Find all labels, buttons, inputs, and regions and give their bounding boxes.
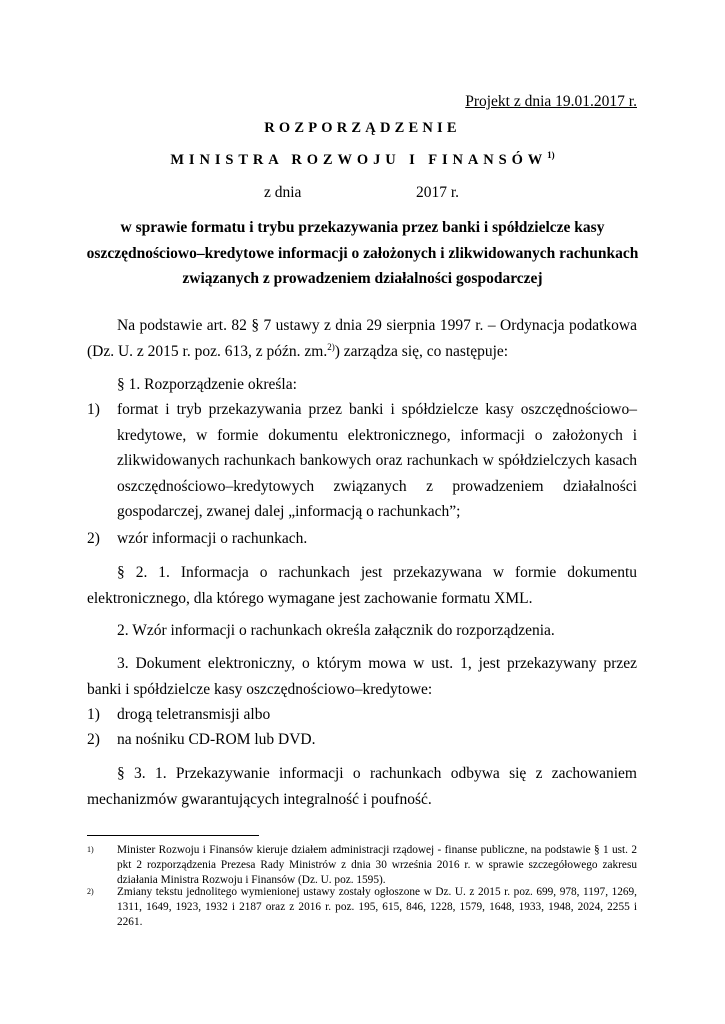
regulation-subject: w sprawie formatu i trybu przekazywania przez banki i spółdzielcze kasy oszczędnościowo–kredytowe informacji o założonych i zlikwidowanych rachunkach związanych z prowadzeniem działalności gospodarczej — [86, 219, 639, 287]
preamble-paragraph — [87, 313, 637, 364]
section-2-paragraph-1: § 2. 1. Informacja o rachunkach jest przekazywana w formie dokumentu elektronicznego, dla którego wymagane jest zachowanie formatu XML. — [87, 564, 637, 607]
preamble-text: Na podstawie art. 82 § 7 ustawy z dnia 29 sierpnia 1997 r. – Ordynacja podatkowa (Dz. U. z 2015 r. poz. 613, z późn. zm. — [87, 317, 637, 360]
preamble-text-end: ) zarządza się, co następuje: — [334, 342, 509, 360]
list-item-text: format i tryb przekazywania przez banki i spółdzielcze kasy oszczędnościowo–kredytowe, w formie dokumentu elektronicznego, informacji o założonych i zlikwidowanych rachunkach bankowych oraz rachunkach w spółdzielczych kasach oszczędnościowo–kredytowych związanych z prowadzeniem działalności gospodarczej, zwanej dalej „informacją o rachunkach”; — [117, 401, 637, 520]
footnote-mark: 2) — [87, 887, 94, 896]
date-year: 2017 r. — [416, 184, 460, 201]
issuing-authority — [0, 150, 725, 169]
footnote-ref-1: 1) — [547, 150, 555, 160]
section-1-intro: § 1. Rozporządzenie określa: — [117, 376, 297, 393]
document-title: ROZPORZĄDZENIE — [264, 120, 461, 136]
list-item-number: 1) — [87, 401, 100, 418]
footnote-separator — [87, 835, 259, 836]
issuing-authority-text: MINISTRA ROZWOJU I FINANSÓW — [170, 151, 548, 168]
list-item-number: 2) — [87, 530, 100, 547]
footnote-text: Zmiany tekstu jednolitego wymienionej ustawy zostały ogłoszone w Dz. U. z 2015 r. poz. 699, 978, 1197, 1269, 1311, 1649, 1923, 1932 i 2187 oraz z 2016 r. poz. 195, 615, 846, 1228, 1579, 1648, 1933, 1948, 2024, 2255 i 2261. — [117, 886, 637, 929]
list-item — [87, 727, 637, 753]
section-2-paragraph-3: 3. Dokument elektroniczny, o którym mowa w ust. 1, jest przekazywany przez banki i spółdzielcze kasy oszczędnościowo–kredytowe: — [87, 655, 637, 698]
section-2-paragraph-2: 2. Wzór informacji o rachunkach określa załącznik do rozporządzenia. — [117, 622, 555, 639]
list-item — [87, 397, 637, 525]
footnote — [87, 843, 637, 889]
draft-date-label: Projekt z dnia 19.01.2017 r. — [465, 93, 637, 110]
list-item-number: 1) — [87, 706, 100, 723]
footnote-mark: 1) — [87, 845, 94, 854]
footnote-ref-2: 2) — [327, 341, 335, 352]
list-item — [87, 526, 637, 552]
footnote — [87, 885, 637, 931]
list-item-number: 2) — [87, 731, 100, 748]
date-prefix: z dnia — [264, 184, 302, 201]
list-item-text: wzór informacji o rachunkach. — [117, 530, 308, 547]
section-3-paragraph-1: § 3. 1. Przekazywanie informacji o rachunkach odbywa się z zachowaniem mechanizmów gwarantujących integralność i poufność. — [87, 765, 637, 808]
footnote-text: Minister Rozwoju i Finansów kieruje działem administracji rządowej - finanse publiczne, na podstawie § 1 ust. 2 pkt 2 rozporządzenia Prezesa Rady Ministrów z dnia 30 września 2016 r. w sprawie szczegółowego zakresu działania Ministra Rozwoju i Finansów (Dz. U. poz. 1595). — [117, 844, 637, 887]
list-item — [87, 702, 637, 728]
list-item-text: drogą teletransmisji albo — [117, 706, 271, 723]
list-item-text: na nośniku CD-ROM lub DVD. — [117, 731, 316, 748]
